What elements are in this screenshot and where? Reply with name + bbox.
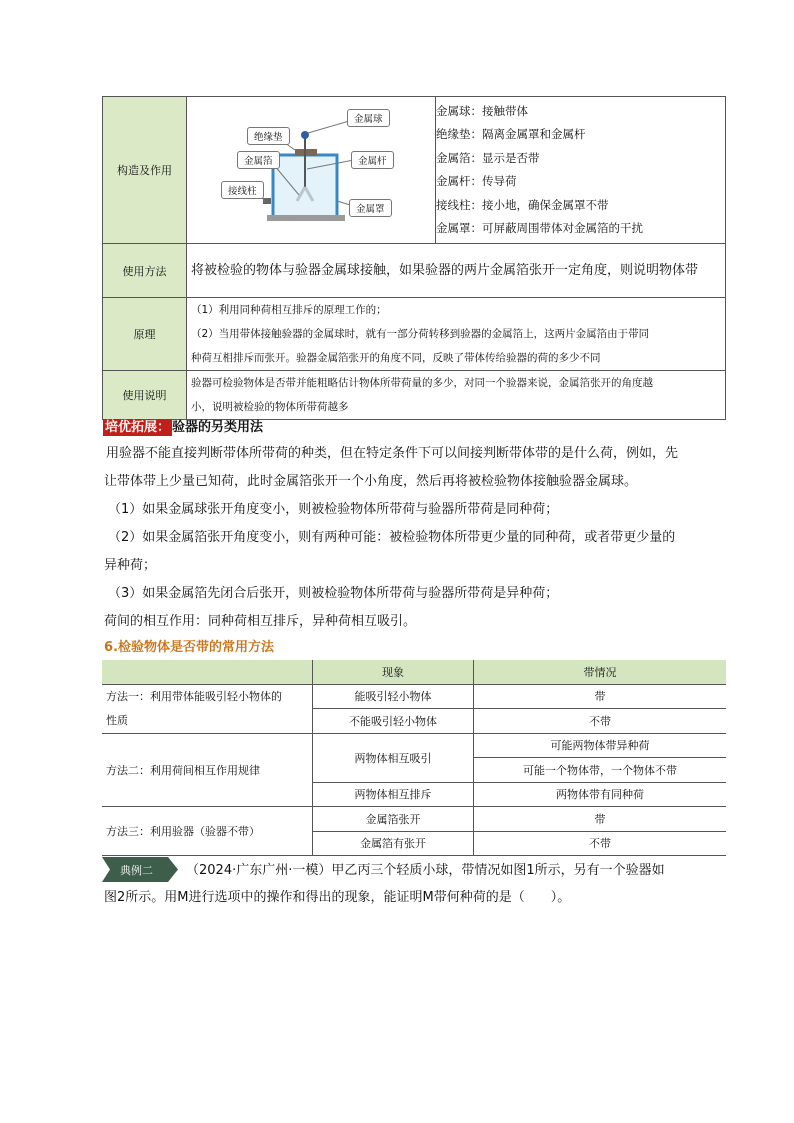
principle-line: （1）利用同种荷相互排斥的原理工作的； <box>191 304 387 316</box>
state-cell: 不带 <box>474 831 727 856</box>
example-text-continued: 图2所示。用M进行选项中的操作和得出的现象，能证明M带何种荷的是（ ）。 <box>104 890 571 905</box>
label-metal-cover: 金属罩 <box>349 199 392 217</box>
notes-line: 小，说明被检验的物体所带荷越多 <box>191 401 349 413</box>
electroscope-figure-cell <box>187 97 436 244</box>
badge-label: 典例二 <box>120 864 153 877</box>
method1-line: 性质 <box>106 713 128 727</box>
electroscope-table <box>102 96 726 420</box>
property-line: 金属杆：传导荷 <box>436 174 517 188</box>
row-header-structure: 构造及作用 <box>103 97 187 244</box>
methods-table <box>102 660 726 856</box>
example-text <box>186 857 726 884</box>
principle-line: 种荷互相排斥而张开。验器金属箔张开的角度不同，反映了带体传给验器的荷的多少不同 <box>191 352 601 364</box>
principle-cell <box>187 298 726 371</box>
label-metal-rod: 金属杆 <box>351 151 394 169</box>
electroscope-figure <box>187 97 435 243</box>
method1-line: 方法一：利用带体能吸引轻小物体的 <box>106 689 282 703</box>
extension-paragraph <box>104 440 724 636</box>
phenomenon-cell: 金属箔有张开 <box>313 831 474 856</box>
property-line: 金属罩：可屏蔽周围带体对金属箔的干扰 <box>436 221 643 235</box>
extension-heading <box>103 418 263 438</box>
method1-label <box>102 684 313 733</box>
method2-label: 方法二：利用荷间相互作用规律 <box>102 733 313 807</box>
header-state: 带情况 <box>474 660 727 684</box>
row-header-notes: 使用说明 <box>103 371 187 420</box>
phenomenon-cell: 金属箔张开 <box>313 807 474 832</box>
row-header-principle: 原理 <box>103 298 187 371</box>
extension-title: 验器的另类用法 <box>172 420 264 435</box>
example-line: （2024·广东广州·一模）甲乙丙三个轻质小球，带情况如图1所示，另有一个验器如 <box>186 863 665 878</box>
example-badge <box>102 857 178 882</box>
phenomenon-cell: 不能吸引轻小物体 <box>313 709 474 734</box>
label-insulating-pad: 绝缘垫 <box>247 127 290 145</box>
paragraph-line: 荷间的相互作用：同种荷相互排斥，异种荷相互吸引。 <box>104 614 417 629</box>
label-terminal: 接线柱 <box>221 181 264 199</box>
phenomenon-cell: 能吸引轻小物体 <box>313 684 474 709</box>
property-line: 接线柱：接小地，确保金属罩不带 <box>436 197 609 212</box>
state-cell: 不带 <box>474 709 727 734</box>
state-cell: 带 <box>474 807 727 832</box>
row-header-usage: 使用方法 <box>103 244 187 298</box>
state-cell: 可能两物体带异种荷 <box>474 733 727 758</box>
label-metal-ball: 金属球 <box>347 109 390 127</box>
principle-line: （2）当用带体接触验器的金属球时，就有一部分荷转移到验器的金属箔上，这两片金属箔由于带同 <box>191 328 650 340</box>
phenomenon-cell: 两物体相互排斥 <box>313 782 474 807</box>
property-line: 绝缘垫：隔离金属罩和金属杆 <box>436 127 586 141</box>
state-cell: 可能一个物体带，一个物体不带 <box>474 758 727 783</box>
state-cell: 两物体带有同种荷 <box>474 782 727 807</box>
method3-label: 方法三：利用验器（验器不带） <box>102 807 313 856</box>
properties-cell <box>436 97 726 244</box>
paragraph-line: 异种荷； <box>104 558 157 573</box>
notes-line: 验器可检验物体是否带并能粗略估计物体所带荷量的多少，对同一个验器来说，金属箔张开的角度越 <box>191 377 653 389</box>
notes-cell <box>187 371 726 420</box>
state-cell: 带 <box>474 684 727 709</box>
extension-tag: 培优拓展： <box>105 420 171 435</box>
label-metal-foil: 金属箔 <box>237 151 280 169</box>
phenomenon-cell: 两物体相互吸引 <box>313 733 474 782</box>
header-phenomenon: 现象 <box>313 660 474 684</box>
property-line: 金属球：接触带体 <box>436 103 528 118</box>
paragraph-line: （1）如果金属球张开角度变小，则被检验物体所带荷与验器所带荷是同种荷； <box>108 502 559 517</box>
paragraph-line: （3）如果金属箔先闭合后张开，则被检验物体所带荷与验器所带荷是异种荷； <box>108 586 559 601</box>
paragraph-line: （2）如果金属箔张开角度变小，则有两种可能：被检验物体所带更少量的同种荷，或者带更少量的 <box>108 530 676 545</box>
usage-text: 将被检验的物体与验器金属球接触，如果验器的两片金属箔张开一定角度，则说明物体带 <box>187 244 726 298</box>
section-heading: 6.检验物体是否带的常用方法 <box>104 640 274 655</box>
paragraph-line: 用验器不能直接判断带体所带荷的种类，但在特定条件下可以间接判断带体带的是什么荷，例如，先 <box>106 446 679 461</box>
paragraph-line: 让带体带上少量已知荷，此时金属箔张开一个小角度，然后再将被检验物体接触验器金属球。 <box>104 474 638 489</box>
property-line: 金属箔：显示是否带 <box>436 150 540 165</box>
header-empty <box>102 660 313 684</box>
